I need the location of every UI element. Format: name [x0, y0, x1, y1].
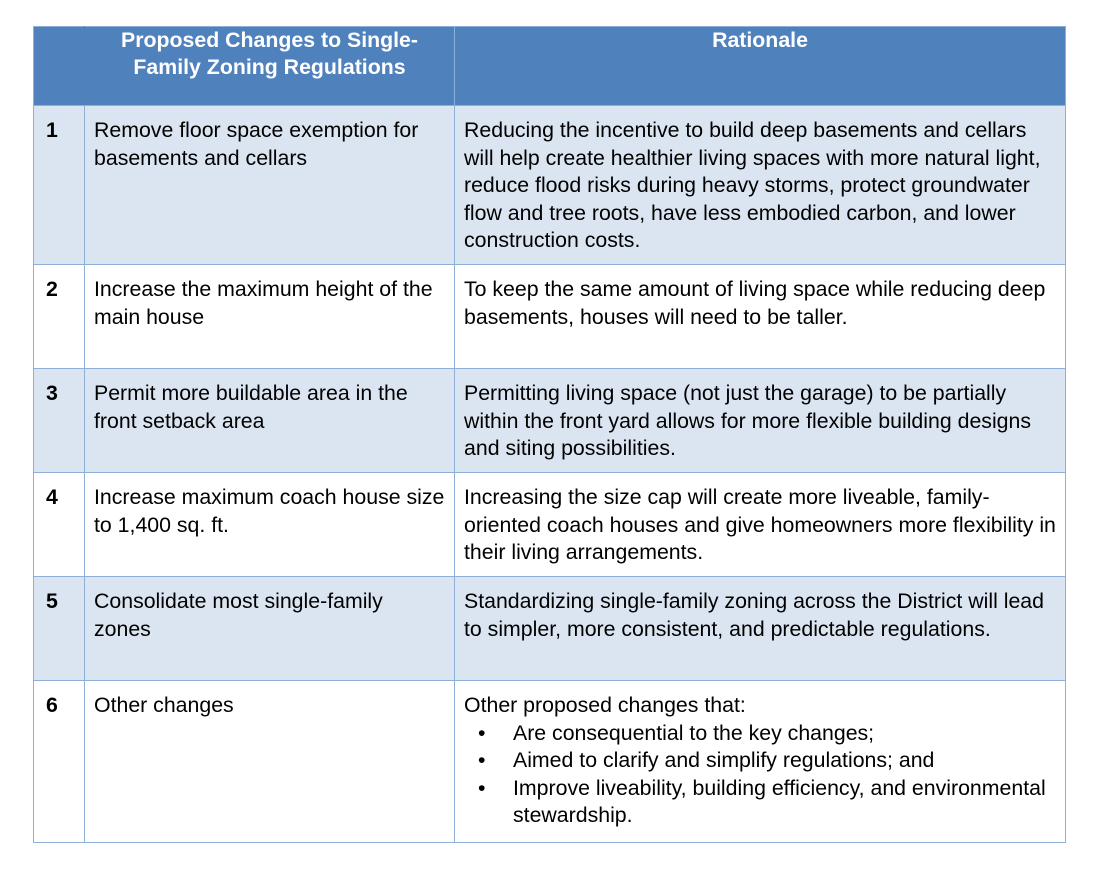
table-row: [34, 473, 1066, 577]
cropped-preceding-text: [0, 0, 1103, 8]
rationale: [455, 681, 1066, 843]
list-item: [464, 720, 1056, 748]
bullet-text: Are consequential to the key changes;: [513, 720, 875, 745]
row-number: 3: [34, 369, 85, 473]
proposed-change: Permit more buildable area in the front setback area: [85, 369, 455, 473]
zoning-changes-table: [33, 26, 1066, 843]
header-proposed-changes-label: Proposed Changes to Single-Family Zoning Regulations: [120, 28, 418, 79]
row-number: 2: [34, 265, 85, 369]
table-row: [34, 106, 1066, 265]
table-row: [34, 369, 1066, 473]
proposed-change: Increase maximum coach house size to 1,400 sq. ft.: [85, 473, 455, 577]
header-proposed-changes: [85, 27, 455, 106]
row-number: 6: [34, 681, 85, 843]
bullet-icon: •: [478, 720, 486, 745]
bullet-icon: •: [478, 775, 486, 800]
rationale: Permitting living space (not just the garage) to be partially within the front yard allows for more flexible building designs and siting possibilities.: [455, 369, 1066, 473]
proposed-change: Other changes: [85, 681, 455, 843]
list-item: [464, 747, 1056, 775]
rationale-intro: Other proposed changes that:: [464, 693, 746, 717]
rationale-bullet-list: [464, 720, 1056, 830]
header-number: [34, 27, 85, 106]
bullet-text: Improve liveability, building efficiency, and environmental stewardship.: [513, 775, 1046, 827]
bullet-text: Aimed to clarify and simplify regulations; and: [513, 748, 935, 772]
rationale: Increasing the size cap will create more liveable, family-oriented coach houses and give homeowners more flexibility in their living arrangements.: [455, 473, 1066, 577]
table-row: [34, 681, 1066, 843]
header-rationale-label: Rationale: [712, 28, 808, 52]
header-rationale: [455, 27, 1066, 106]
table-row: [34, 265, 1066, 369]
proposed-change: Consolidate most single-family zones: [85, 577, 455, 681]
row-number: 4: [34, 473, 85, 577]
rationale: Standardizing single-family zoning across the District will lead to simpler, more consistent, and predictable regulations.: [455, 577, 1066, 681]
proposed-change: Remove floor space exemption for basements and cellars: [85, 106, 455, 265]
table-row: [34, 577, 1066, 681]
list-item: [464, 775, 1056, 830]
rationale: Reducing the incentive to build deep basements and cellars will help create healthier living spaces with more natural light, reduce flood risks during heavy storms, protect groundwater flow and tree roots, have less embodied carbon, and lower construction costs.: [455, 106, 1066, 265]
proposed-change: Increase the maximum height of the main house: [85, 265, 455, 369]
bullet-icon: •: [478, 748, 486, 772]
rationale: To keep the same amount of living space while reducing deep basements, houses will need to be taller.: [455, 265, 1066, 369]
row-number: 5: [34, 577, 85, 681]
row-number: 1: [34, 106, 85, 265]
table-header: [34, 27, 1066, 106]
